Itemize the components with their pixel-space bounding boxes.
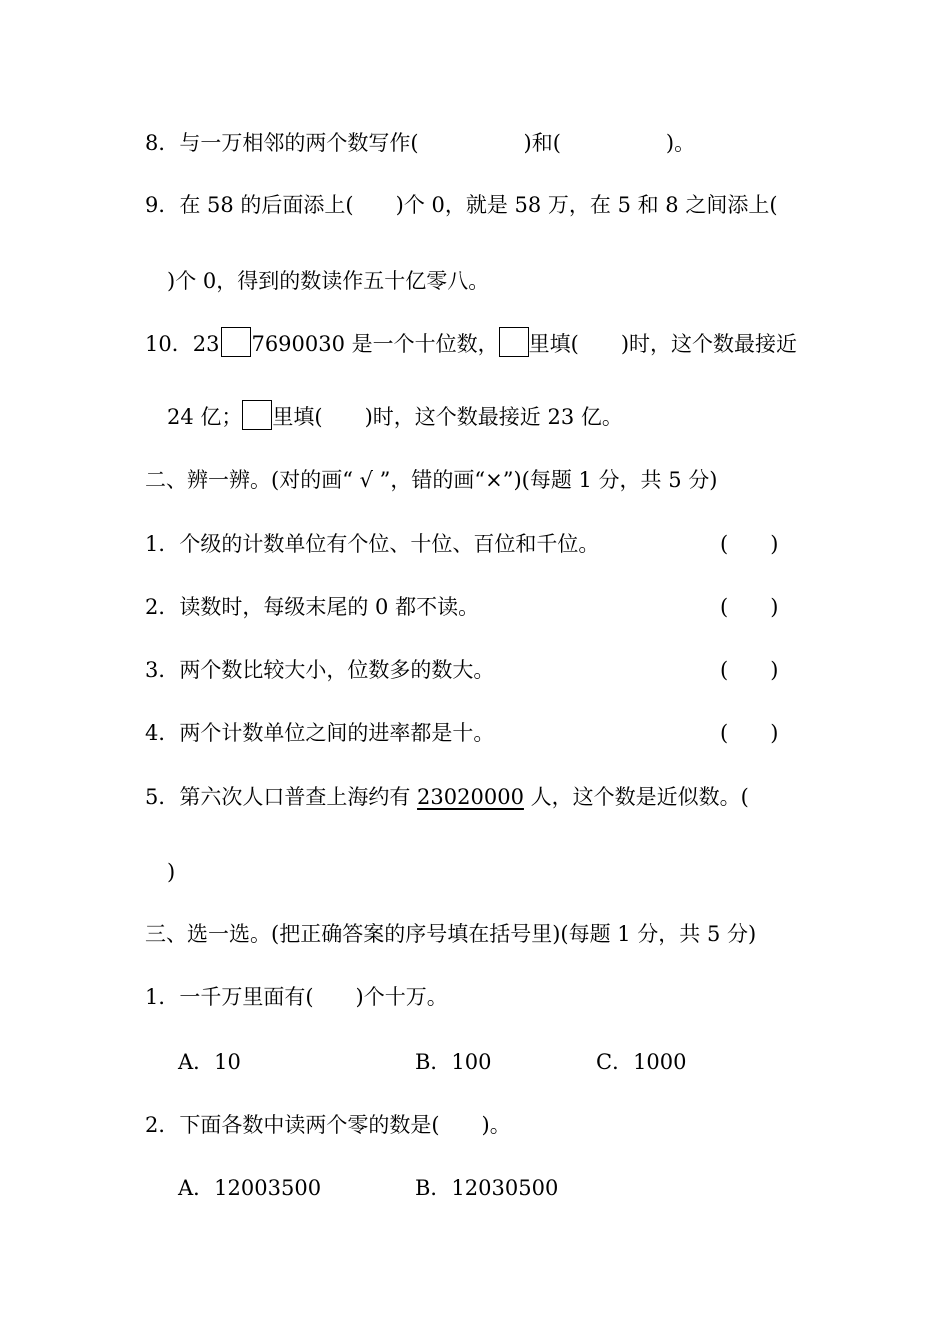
question-9-line1: 9．在 58 的后面添上( )个 0，就是 58 万，在 5 和 8 之间添上(	[145, 193, 778, 217]
question-10-line2-text-b: 里填( )时，这个数最接近 23 亿。	[272, 405, 623, 429]
blank-box-reference	[242, 400, 272, 430]
judge-answer-4[interactable]: ( )	[720, 721, 779, 745]
question-8: 8．与一万相邻的两个数写作( )和( )。	[145, 131, 696, 155]
blank-box-reference	[499, 327, 529, 357]
section-2-title: 二、辨一辨。(对的画“ √ ”，错的画“×”)(每题 1 分，共 5 分)	[145, 468, 718, 492]
question-10-line2	[167, 400, 623, 432]
judge-answer-1[interactable]: ( )	[720, 532, 779, 556]
question-9-line2: )个 0，得到的数读作五十亿零八。	[167, 269, 490, 293]
choice-1-option-b[interactable]: B．100	[415, 1050, 492, 1074]
choice-question-2: 2．下面各数中读两个零的数是( )。	[145, 1113, 511, 1137]
question-10-line2-text-a: 24 亿；	[167, 405, 243, 429]
question-10-number: 10．23	[145, 332, 220, 356]
judge-answer-5-close: )	[167, 860, 176, 884]
judge-answer-3[interactable]: ( )	[720, 658, 779, 682]
choice-2-option-b[interactable]: B．12030500	[415, 1176, 559, 1200]
judge-item-3: 3．两个数比较大小，位数多的数大。	[145, 658, 495, 682]
population-number: 23020000	[417, 785, 524, 809]
question-10-text-a: 7690030 是一个十位数，	[251, 332, 499, 356]
judge-item-5	[145, 782, 749, 812]
judge-item-5-text-a: 5．第六次人口普查上海约有	[145, 785, 418, 809]
section-3-title: 三、选一选。(把正确答案的序号填在括号里)(每题 1 分，共 5 分)	[145, 922, 757, 946]
choice-2-option-a[interactable]: A．12003500	[178, 1176, 322, 1200]
question-10-line1	[145, 327, 797, 359]
choice-1-option-c[interactable]: C．1000	[596, 1050, 687, 1074]
judge-item-5-text-b: 人，这个数是近似数。(	[523, 785, 749, 809]
choice-question-1: 1．一千万里面有( )个十万。	[145, 985, 448, 1009]
judge-item-1: 1．个级的计数单位有个位、十位、百位和千位。	[145, 532, 600, 556]
choice-1-option-a[interactable]: A．10	[178, 1050, 241, 1074]
judge-answer-2[interactable]: ( )	[720, 595, 779, 619]
judge-item-2: 2．读数时，每级末尾的 0 都不读。	[145, 595, 480, 619]
blank-box[interactable]	[221, 327, 251, 357]
judge-item-4: 4．两个计数单位之间的进率都是十。	[145, 721, 495, 745]
question-10-text-b: 里填( )时，这个数最接近	[528, 332, 798, 356]
